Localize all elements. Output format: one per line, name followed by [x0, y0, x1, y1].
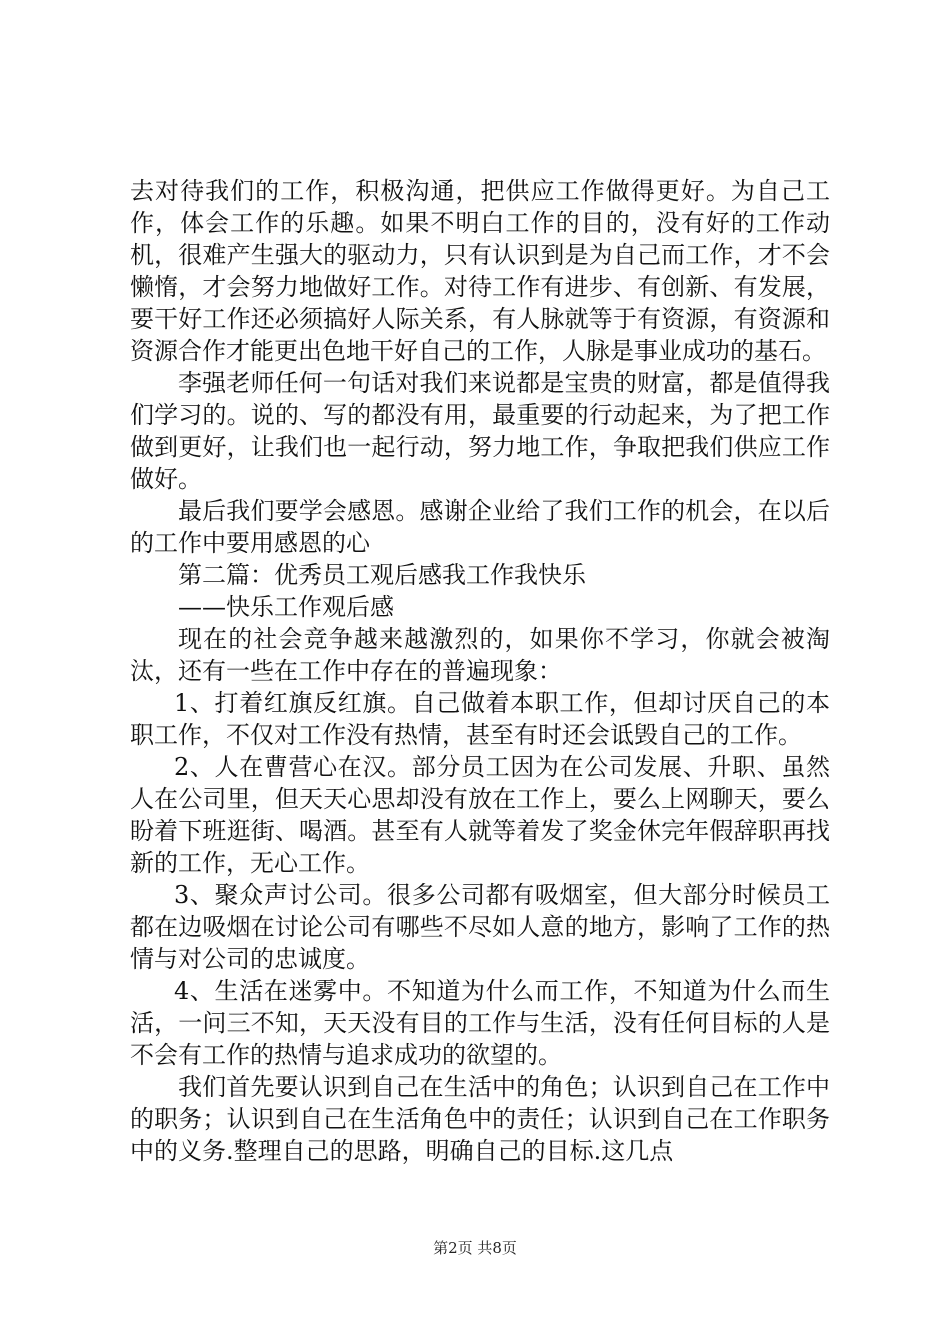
list-item-1: 1、打着红旗反红旗。自己做着本职工作，但却讨厌自己的本职工作，不仅对工作没有热情，甚至有时还会诋毁自己的工作。: [130, 689, 830, 749]
page-footer: 第2页 共8页: [433, 1239, 517, 1257]
paragraph-1: 去对待我们的工作，积极沟通，把供应工作做得更好。为自己工作，体会工作的乐趣。如果不明白工作的目的，没有好的工作动机，很难产生强大的驱动力，只有认识到是为自己而工作，才不会懒惰，才会努力地做好工作。对待工作有进步、有创新、有发展，要干好工作还必须搞好人际关系，有人脉就等于有资源，有资源和资源合作才能更出色地干好自己的工作，人脉是事业成功的基石。: [130, 177, 830, 365]
paragraph-4: 现在的社会竞争越来越激烈的，如果你不学习，你就会被淘汰，还有一些在工作中存在的普遍现象：: [130, 625, 830, 685]
list-item-3: 3、聚众声讨公司。很多公司都有吸烟室，但大部分时候员工都在边吸烟在讨论公司有哪些不尽如人意的地方，影响了工作的热情与对公司的忠诚度。: [130, 881, 830, 973]
paragraph-5: 我们首先要认识到自己在生活中的角色；认识到自己在工作中的职务；认识到自己在生活角色中的责任；认识到自己在工作职务中的义务.整理自己的思路，明确自己的目标.这几点: [130, 1073, 830, 1165]
paragraph-3: 最后我们要学会感恩。感谢企业给了我们工作的机会，在以后的工作中要用感恩的心: [130, 497, 830, 557]
list-item-2: 2、人在曹营心在汉。部分员工因为在公司发展、升职、虽然人在公司里，但天天心思却没有放在工作上，要么上网聊天，要么盼着下班逛街、喝酒。甚至有人就等着发了奖金休完年假辞职再找新的工作，无心工作。: [130, 753, 830, 877]
document-body: [130, 175, 830, 1167]
list-item-4: 4、生活在迷雾中。不知道为什么而工作，不知道为什么而生活，一问三不知，天天没有目的工作与生活，没有任何目标的人是不会有工作的热情与追求成功的欲望的。: [130, 977, 830, 1069]
paragraph-2: 李强老师任何一句话对我们来说都是宝贵的财富，都是值得我们学习的。说的、写的都没有用，最重要的行动起来，为了把工作做到更好，让我们也一起行动，努力地工作，争取把我们供应工作做好。: [130, 369, 830, 493]
section-subheading: ——快乐工作观后感: [178, 593, 394, 621]
section-heading: 第二篇：优秀员工观后感我工作我快乐: [178, 561, 586, 589]
